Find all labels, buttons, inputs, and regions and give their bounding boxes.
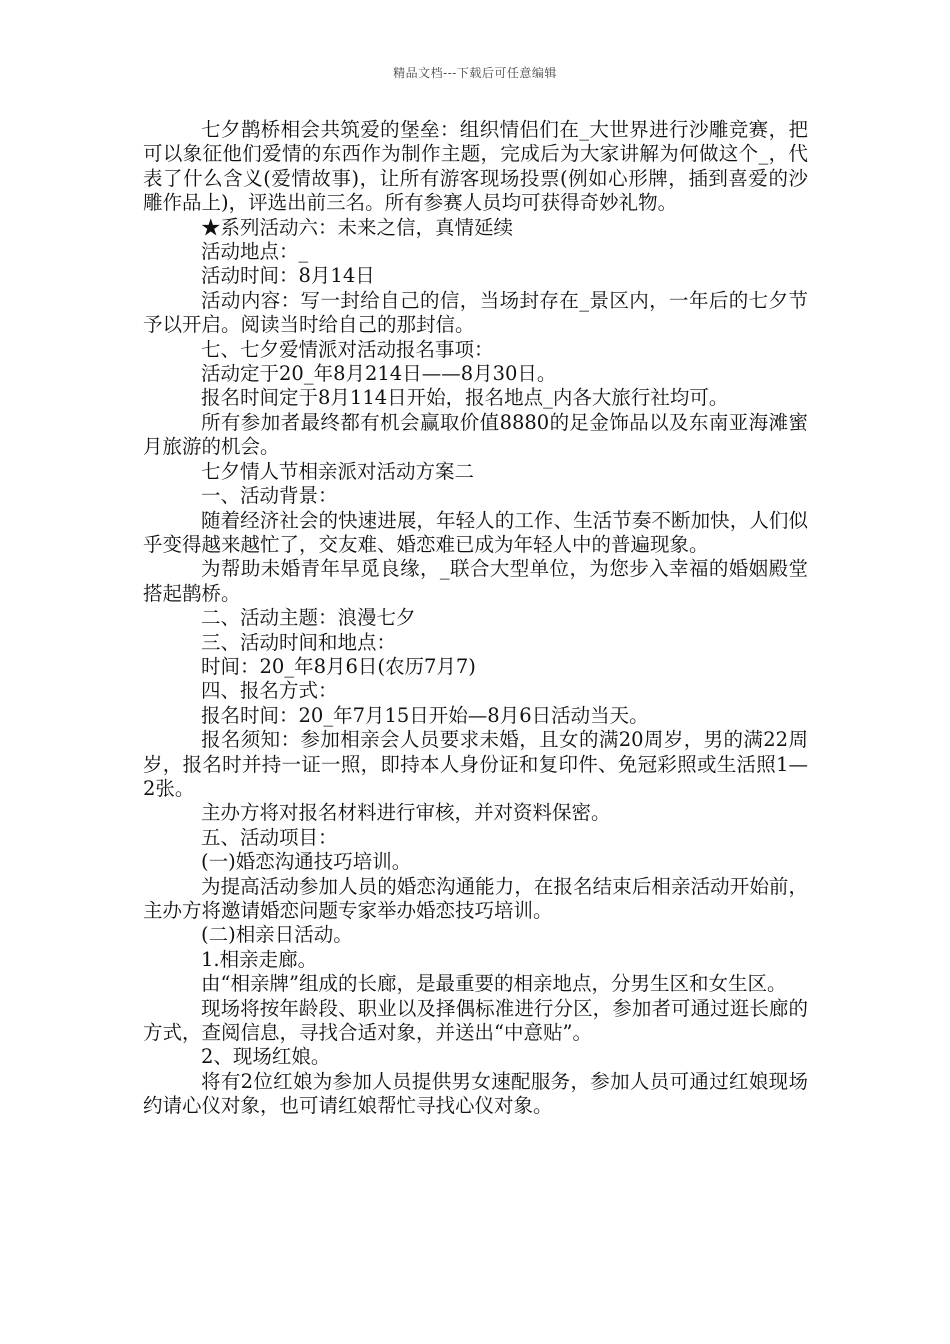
paragraph: 主办方将对报名材料进行审核，并对资料保密。 [201,801,611,825]
paragraph: 七、七夕爱情派对活动报名事项： [201,337,494,361]
paragraph: 为帮助未婚青年早觅良缘，_联合大型单位，为您步入幸福的婚姻殿堂搭起鹊桥。 [143,557,808,605]
document-body [143,118,808,1119]
paragraph: (二)相亲日活动。 [201,923,353,947]
paragraph: 随着经济社会的快速进展，年轻人的工作、生活节奏不断加快，人们似乎变得越来越忙了，交友难、婚恋难已成为年轻人中的普遍现象。 [143,508,808,556]
paragraph: 活动时间：8月14日 [201,264,375,288]
paragraph: 报名须知：参加相亲会人员要求未婚，且女的满20周岁，男的满22周岁，报名时并持一证一照，即持本人身份证和复印件、免冠彩照或生活照1—2张。 [143,728,808,800]
page-header: 精品文档---下载后可任意编辑 [393,66,557,80]
paragraph: (一)婚恋沟通技巧培训。 [201,850,412,874]
paragraph: 三、活动时间和地点： [201,630,397,654]
paragraph: 2、现场红娘。 [201,1045,331,1069]
paragraph: 七夕情人节相亲派对活动方案二 [201,459,475,483]
paragraph: 报名时间：20_年7月15日开始—8月6日活动当天。 [201,703,649,727]
paragraph: ★系列活动六：未来之信，真情延续 [201,215,514,239]
paragraph: 现场将按年龄段、职业以及择偶标准进行分区，参加者可通过逛长廊的方式，查阅信息，寻找合适对象，并送出“中意贴”。 [143,996,808,1045]
paragraph: 由“相亲牌”组成的长廊，是最重要的相亲地点，分男生区和女生区。 [201,972,787,996]
paragraph: 四、报名方式： [201,679,338,703]
paragraph: 一、活动背景： [201,484,338,508]
paragraph: 活动定于20_年8月214日——8月30日。 [201,362,557,386]
paragraph: 时间：20_年8月6日(农历7月7) [201,654,476,678]
paragraph: 所有参加者最终都有机会赢取价值8880的足金饰品以及东南亚海滩蜜月旅游的机会。 [143,410,808,459]
paragraph: 1.相亲走廊。 [201,947,318,971]
paragraph: 五、活动项目： [201,825,338,849]
paragraph: 报名时间定于8月114日开始，报名地点_内各大旅行社均可。 [201,386,729,410]
paragraph: 为提高活动参加人员的婚恋沟通能力，在报名结束后相亲活动开始前，主办方将邀请婚恋问题专家举办婚恋技巧培训。 [143,874,808,922]
paragraph: 活动地点：_ [201,240,309,264]
paragraph: 二、活动主题：浪漫七夕 [201,606,416,630]
paragraph: 将有2位红娘为参加人员提供男女速配服务，参加人员可通过红娘现场约请心仪对象，也可请红娘帮忙寻找心仪对象。 [143,1069,808,1118]
paragraph: 活动内容：写一封给自己的信，当场封存在_景区内，一年后的七夕节予以开启。阅读当时给自己的那封信。 [143,288,808,337]
paragraph: 七夕鹊桥相会共筑爱的堡垒：组织情侣们在_大世界进行沙雕竞赛，把可以象征他们爱情的东西作为制作主题，完成后为大家讲解为何做这个_，代表了什么含义(爱情故事)，让所有游客现场投票(例如心形牌，插到喜爱的沙雕作品上)，评选出前三名。所有参赛人员均可获得奇妙礼物。 [143,118,808,215]
